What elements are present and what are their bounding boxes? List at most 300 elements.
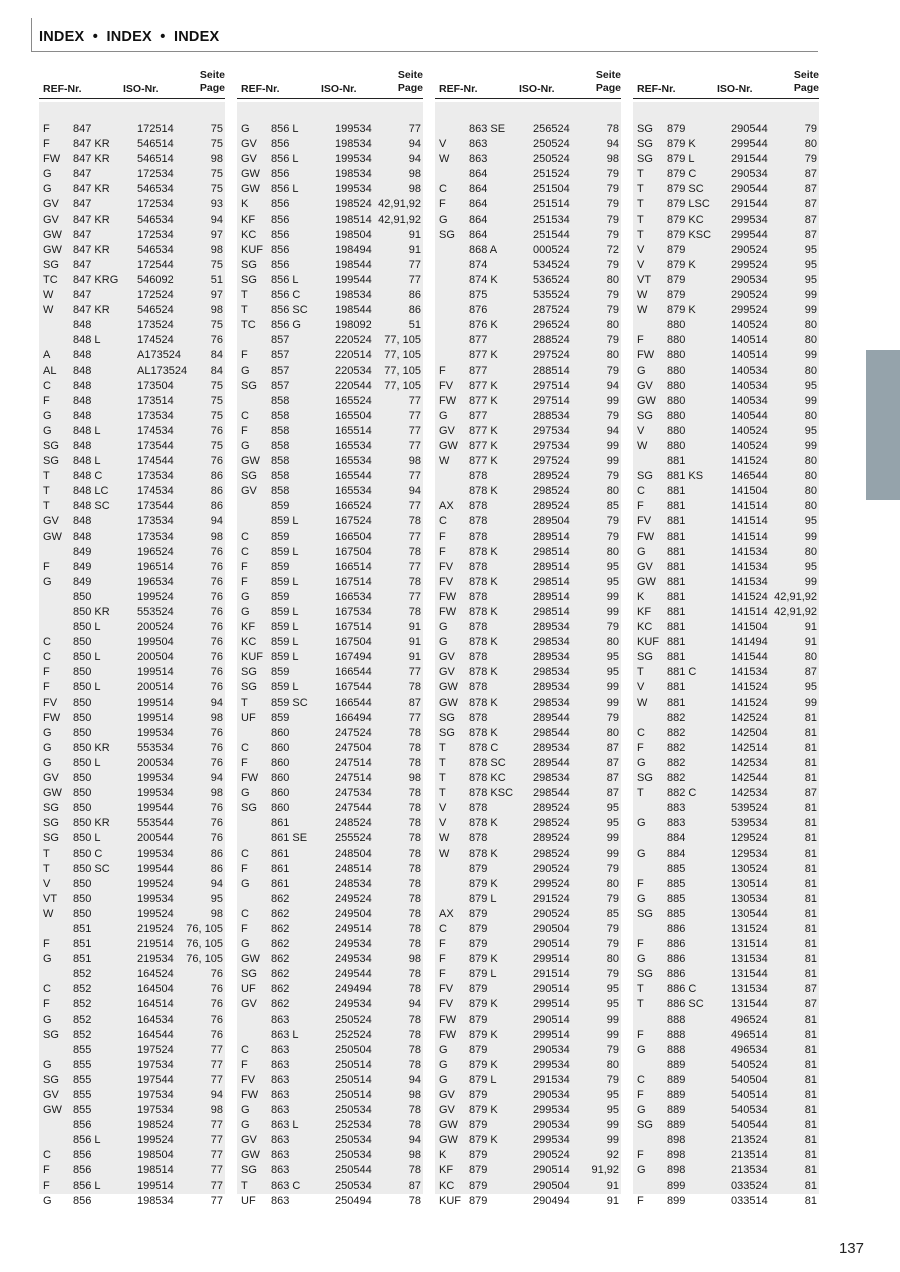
index-row	[39, 394, 225, 409]
index-row	[435, 364, 621, 379]
page-ref: 77	[210, 1164, 223, 1177]
attachment-code: T	[241, 1179, 248, 1192]
ref-number: 850	[73, 802, 92, 815]
ref-number: 859 L	[271, 575, 299, 588]
ref-number: 848 LC	[73, 485, 109, 498]
attachment-code: F	[241, 862, 248, 875]
iso-number: 250524	[533, 138, 570, 151]
attachment-code: FV	[241, 1073, 256, 1086]
ref-number: 868 A	[469, 243, 498, 256]
index-row	[237, 348, 423, 363]
index-row	[633, 620, 819, 635]
index-row	[633, 665, 819, 680]
ref-number: 879 K	[667, 304, 696, 317]
page-ref: 76, 105	[186, 922, 223, 935]
iso-number: 299544	[731, 138, 768, 151]
index-row	[633, 439, 819, 454]
page-ref: 78	[408, 938, 421, 951]
page-ref: 76	[210, 998, 223, 1011]
iso-number: 199544	[137, 802, 174, 815]
attachment-code: F	[43, 394, 50, 407]
index-row	[435, 167, 621, 182]
index-row	[435, 1103, 621, 1118]
attachment-code: KF	[241, 213, 256, 226]
page-ref: 94	[606, 424, 619, 437]
iso-number: 220514	[335, 349, 372, 362]
attachment-code: SG	[241, 273, 257, 286]
iso-number: 165534	[335, 455, 372, 468]
ref-number: 879 K	[469, 877, 498, 890]
iso-number: 033524	[731, 1179, 768, 1192]
iso-number: 299524	[533, 877, 570, 890]
ref-number: 878 KC	[469, 772, 506, 785]
page-header	[596, 69, 621, 95]
attachment-code: SG	[43, 258, 59, 271]
iso-number: 539524	[731, 802, 768, 815]
ref-number: 859	[271, 560, 290, 573]
index-row	[633, 545, 819, 560]
ref-number: 877 K	[469, 349, 498, 362]
ref-number: 881	[667, 590, 686, 603]
index-row	[39, 213, 225, 228]
attachment-code: T	[43, 847, 50, 860]
attachment-code: AX	[439, 500, 454, 513]
ref-number: 879	[469, 922, 488, 935]
page-ref: 77	[210, 1179, 223, 1192]
attachment-code: W	[43, 304, 54, 317]
page-ref: 95	[804, 424, 817, 437]
iso-number: 197524	[137, 1043, 174, 1056]
attachment-code: SG	[439, 228, 455, 241]
attachment-code: C	[241, 847, 249, 860]
iso-number: 141514	[731, 530, 768, 543]
ref-number: 856	[73, 1149, 92, 1162]
iso-number: 165534	[335, 485, 372, 498]
index-row	[435, 424, 621, 439]
attachment-code: W	[637, 696, 648, 709]
iso-number: 166524	[335, 500, 372, 513]
iso-number: 167534	[335, 606, 372, 618]
iso-number: 290524	[731, 289, 768, 302]
ref-number: 850	[73, 590, 92, 603]
index-row	[435, 680, 621, 695]
ref-number: 878	[469, 621, 488, 634]
page-ref: 81	[804, 938, 817, 951]
attachment-code: C	[439, 922, 447, 935]
page-ref: 98	[210, 530, 223, 543]
index-row	[237, 892, 423, 907]
iso-number: 173504	[137, 379, 174, 392]
index-row	[237, 545, 423, 560]
page-ref: 94	[210, 877, 223, 890]
iso-number: 131534	[731, 983, 768, 996]
page-ref: 95	[804, 681, 817, 694]
page-ref: 99	[606, 1119, 619, 1132]
iso-number: 290534	[533, 1043, 570, 1056]
attachment-code: G	[439, 636, 448, 649]
iso-number: 198544	[335, 304, 372, 317]
ref-number: 863	[271, 1058, 290, 1071]
page-ref: 79	[606, 289, 619, 302]
index-row	[39, 650, 225, 665]
index-row	[435, 122, 621, 137]
page-header-top: Seite	[199, 69, 225, 81]
header-rule	[633, 98, 819, 99]
iso-header: ISO-Nr.	[717, 83, 753, 95]
iso-header: ISO-Nr.	[519, 83, 555, 95]
iso-number: 250504	[335, 1043, 372, 1056]
index-row	[237, 952, 423, 967]
page-ref: 78	[408, 862, 421, 875]
iso-number: 298544	[533, 787, 570, 800]
iso-number: 141524	[731, 590, 768, 603]
index-row	[633, 213, 819, 228]
page-ref: 75	[210, 258, 223, 271]
index-row	[633, 575, 819, 590]
attachment-code: G	[43, 168, 52, 181]
ref-number: 856	[271, 228, 290, 241]
index-row	[39, 545, 225, 560]
attachment-code: T	[43, 470, 50, 483]
attachment-code: G	[43, 575, 52, 588]
page-ref: 95	[606, 983, 619, 996]
index-row	[633, 409, 819, 424]
index-row	[633, 877, 819, 892]
index-row	[435, 831, 621, 846]
page-ref: 95	[606, 560, 619, 573]
index-row	[39, 982, 225, 997]
attachment-code: W	[439, 455, 450, 468]
ref-number: 856 SC	[271, 304, 308, 317]
page-ref: 86	[210, 470, 223, 483]
ref-number: 862	[271, 922, 290, 935]
iso-number: 290544	[731, 123, 768, 135]
attachment-code: AX	[439, 907, 454, 920]
attachment-code: G	[241, 938, 250, 951]
iso-number: 297514	[533, 379, 570, 392]
attachment-code: F	[439, 364, 446, 377]
ref-number: 880	[667, 334, 686, 347]
index-row	[435, 454, 621, 469]
page-ref: 87	[408, 696, 421, 709]
index-row	[39, 862, 225, 877]
ref-number: 881	[667, 636, 686, 649]
index-row	[237, 1043, 423, 1058]
index-row	[39, 152, 225, 167]
iso-number: 213534	[731, 1164, 768, 1177]
iso-number: 174524	[137, 334, 174, 347]
iso-number: 213514	[731, 1149, 768, 1162]
index-row	[39, 1163, 225, 1178]
page-ref: 94	[210, 1089, 223, 1101]
ref-number: 863	[271, 1134, 290, 1147]
ref-number: 859 L	[271, 545, 299, 558]
page-ref: 80	[606, 273, 619, 286]
page-ref: 94	[408, 1134, 421, 1147]
index-row	[435, 696, 621, 711]
attachment-code: K	[439, 1149, 447, 1162]
index-row	[633, 273, 819, 288]
attachment-code: G	[43, 424, 52, 437]
ref-number: 862	[271, 953, 290, 966]
index-row	[435, 273, 621, 288]
attachment-code: T	[241, 289, 248, 302]
attachment-code: T	[439, 772, 446, 785]
attachment-code: F	[43, 560, 50, 573]
attachment-code: FW	[637, 349, 655, 362]
index-row	[39, 620, 225, 635]
iso-number: 247514	[335, 772, 372, 785]
index-row	[633, 937, 819, 952]
page-ref: 79	[606, 213, 619, 226]
ref-number: 879	[469, 1194, 488, 1207]
ref-number: 856	[73, 1119, 92, 1132]
iso-number: 199534	[137, 787, 174, 800]
page-ref: 78	[606, 123, 619, 135]
iso-number: 251524	[533, 168, 570, 181]
page-ref: 91	[804, 621, 817, 634]
iso-number: 172534	[137, 228, 174, 241]
page-ref: 95	[804, 273, 817, 286]
page-header-bottom: Page	[199, 82, 225, 94]
attachment-code: G	[439, 409, 448, 422]
index-row	[633, 167, 819, 182]
index-row	[237, 680, 423, 695]
page-ref: 77	[210, 1149, 223, 1162]
index-row	[39, 1088, 225, 1103]
page-ref: 81	[804, 877, 817, 890]
index-row	[435, 952, 621, 967]
index-row	[435, 288, 621, 303]
iso-number: 249504	[335, 907, 372, 920]
index-row	[39, 530, 225, 545]
iso-number: 546514	[137, 153, 174, 166]
header-rule	[39, 98, 225, 99]
attachment-code: GW	[43, 243, 62, 256]
index-row	[39, 1133, 225, 1148]
ref-number: 850	[73, 726, 92, 739]
iso-number: 290524	[533, 862, 570, 875]
page-ref: 87	[606, 772, 619, 785]
index-row	[633, 333, 819, 348]
ref-number: 878	[469, 530, 488, 543]
ref-number: 878	[469, 802, 488, 815]
page-ref: 98	[210, 711, 223, 724]
page-header-top: Seite	[595, 69, 621, 81]
iso-number: 164514	[137, 998, 174, 1011]
ref-number: 862	[271, 998, 290, 1011]
index-row	[435, 801, 621, 816]
ref-number: 878	[469, 711, 488, 724]
attachment-code: T	[637, 228, 644, 241]
iso-number: 164544	[137, 1028, 174, 1041]
iso-number: 220544	[335, 379, 372, 392]
ref-number: 848 L	[73, 424, 101, 437]
attachment-code: GV	[439, 1089, 455, 1101]
page-ref: 97	[210, 228, 223, 241]
attachment-code: KUF	[637, 636, 659, 649]
page-ref: 98	[606, 153, 619, 166]
iso-number: 130534	[731, 892, 768, 905]
iso-number: 299534	[533, 1134, 570, 1147]
attachment-code: T	[43, 862, 50, 875]
page-ref: 76	[210, 560, 223, 573]
iso-number: 196524	[137, 545, 174, 558]
iso-number: 291534	[533, 1073, 570, 1086]
iso-number: 249494	[335, 983, 372, 996]
ref-number: 859 L	[271, 621, 299, 634]
attachment-code: SG	[637, 470, 653, 483]
page-ref: 78	[408, 832, 421, 845]
iso-number: 199514	[137, 711, 174, 724]
page-ref: 80	[606, 349, 619, 362]
index-row	[633, 364, 819, 379]
attachment-code: SG	[637, 409, 653, 422]
iso-number: 141534	[731, 545, 768, 558]
page-ref: 98	[408, 1089, 421, 1101]
index-row	[237, 318, 423, 333]
ref-number: 856 L	[271, 123, 299, 135]
ref-number: 881 KS	[667, 470, 704, 483]
page-ref: 78	[408, 575, 421, 588]
ref-number: 850 KR	[73, 606, 110, 618]
page-ref: 51	[408, 319, 421, 332]
attachment-code: SG	[241, 681, 257, 694]
page-ref: 76	[210, 606, 223, 618]
index-row	[435, 635, 621, 650]
iso-number: 173544	[137, 439, 174, 452]
page-ref: 98	[210, 304, 223, 317]
page-ref: 80	[804, 138, 817, 151]
attachment-code: GW	[241, 1149, 260, 1162]
ref-number: 860	[271, 756, 290, 769]
ref-number: 850 L	[73, 681, 101, 694]
index-row	[435, 348, 621, 363]
index-row	[237, 1163, 423, 1178]
iso-number: 553534	[137, 741, 174, 754]
iso-number: 247514	[335, 756, 372, 769]
page-ref: 77	[210, 1119, 223, 1132]
iso-number: 141534	[731, 560, 768, 573]
iso-number: 196534	[137, 575, 174, 588]
index-row	[435, 303, 621, 318]
iso-number: 199534	[137, 847, 174, 860]
ref-number: 898	[667, 1149, 686, 1162]
iso-number: 173544	[137, 500, 174, 513]
page-ref: 91	[804, 636, 817, 649]
attachment-code: F	[43, 998, 50, 1011]
iso-number: 197534	[137, 1104, 174, 1117]
ref-number: 879 K	[667, 258, 696, 271]
page-ref: 91	[408, 243, 421, 256]
page-ref: 87	[804, 183, 817, 196]
index-row	[435, 1058, 621, 1073]
page-ref: 95	[804, 560, 817, 573]
iso-number: 296524	[533, 319, 570, 332]
page-ref: 76	[210, 756, 223, 769]
iso-number: 167514	[335, 575, 372, 588]
index-row	[39, 1043, 225, 1058]
page-ref: 94	[210, 515, 223, 528]
iso-number: 289534	[533, 621, 570, 634]
attachment-code: C	[439, 183, 447, 196]
ref-number: 862	[271, 983, 290, 996]
ref-header: REF-Nr.	[637, 83, 676, 95]
attachment-code: F	[637, 938, 644, 951]
ref-number: 885	[667, 907, 686, 920]
iso-number: 130524	[731, 862, 768, 875]
index-row	[39, 771, 225, 786]
page-ref: 79	[606, 968, 619, 981]
iso-number: 200514	[137, 681, 174, 694]
attachment-code: T	[637, 666, 644, 679]
index-list	[237, 102, 423, 1207]
page-ref: 91	[408, 636, 421, 649]
index-row	[435, 847, 621, 862]
iso-number: 199534	[335, 153, 372, 166]
attachment-code: F	[637, 500, 644, 513]
iso-number: 200544	[137, 832, 174, 845]
iso-number: 289544	[533, 711, 570, 724]
page-ref: 79	[606, 711, 619, 724]
attachment-code: C	[43, 1149, 51, 1162]
index-row	[237, 333, 423, 348]
attachment-code: GW	[637, 394, 656, 407]
page-ref: 77	[408, 560, 421, 573]
index-row	[39, 952, 225, 967]
ref-number: 877 K	[469, 424, 498, 437]
ref-number: 850 L	[73, 651, 101, 664]
index-row	[633, 152, 819, 167]
ref-number: 863	[271, 1089, 290, 1101]
index-row	[633, 424, 819, 439]
attachment-code: KC	[241, 228, 257, 241]
ref-number: 863	[271, 1073, 290, 1086]
attachment-code: GW	[439, 439, 458, 452]
ref-number: 878 K	[469, 817, 498, 830]
iso-number: 198504	[335, 228, 372, 241]
page-ref: 76	[210, 636, 223, 649]
index-row	[39, 937, 225, 952]
index-row	[435, 997, 621, 1012]
ref-number: 863	[271, 1164, 290, 1177]
index-row	[633, 590, 819, 605]
ref-number: 847 KR	[73, 183, 110, 196]
iso-number: 033514	[731, 1194, 768, 1207]
iso-number: 553544	[137, 817, 174, 830]
page-ref: 91	[408, 228, 421, 241]
ref-number: 881	[667, 696, 686, 709]
index-row	[435, 484, 621, 499]
ref-number: 849	[73, 575, 92, 588]
index-row	[435, 318, 621, 333]
attachment-code: C	[637, 726, 645, 739]
iso-number: 199524	[137, 590, 174, 603]
ref-number: 856	[271, 198, 290, 211]
ref-number: 879 K	[469, 998, 498, 1011]
page-ref: 99	[606, 606, 619, 618]
attachment-code: T	[637, 787, 644, 800]
index-row	[237, 771, 423, 786]
iso-number: 172544	[137, 258, 174, 271]
index-row	[633, 847, 819, 862]
iso-number: 173534	[137, 470, 174, 483]
ref-number: 861	[271, 877, 290, 890]
attachment-code: G	[43, 741, 52, 754]
page-ref: 77	[408, 666, 421, 679]
ref-number: 856 L	[271, 183, 299, 196]
page-ref: 76	[210, 334, 223, 347]
